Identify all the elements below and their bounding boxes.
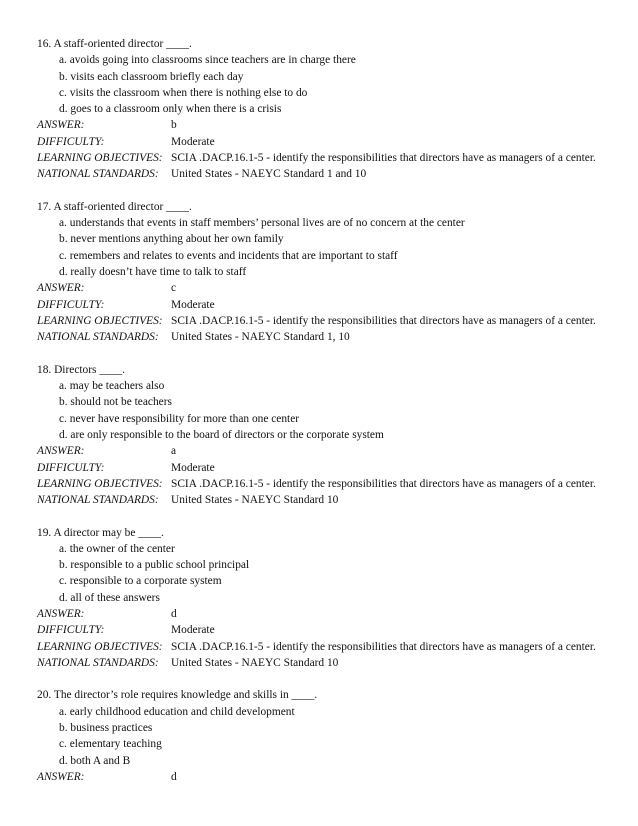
national-standards-label: NATIONAL STANDARDS: <box>37 331 159 344</box>
national-standards-row <box>37 655 617 671</box>
answer-row <box>37 117 617 133</box>
difficulty-row <box>37 622 617 638</box>
answer-row <box>37 606 617 622</box>
answer-option-b: b. visits each classroom briefly each day <box>59 70 244 83</box>
national-standards-row <box>37 492 617 508</box>
answer-value: d <box>171 770 177 783</box>
answer-option-c: c. remembers and relates to events and incidents that are important to staff <box>59 249 398 262</box>
national-standards-label: NATIONAL STANDARDS: <box>37 656 159 669</box>
question-17 <box>37 199 617 346</box>
answer-option-a: a. early childhood education and child development <box>59 705 295 718</box>
answer-label: ANSWER: <box>37 770 85 783</box>
answer-option-b: b. should not be teachers <box>59 396 172 409</box>
answer-option-b: b. business practices <box>59 722 153 735</box>
question-stem: 17. A staff-oriented director ____. <box>37 200 192 213</box>
question-20 <box>37 687 617 785</box>
difficulty-value: Moderate <box>171 298 215 311</box>
learning-objectives-value: SCIA .DACP.16.1-5 - identify the responsibilities that directors have as managers of a center. <box>171 152 596 165</box>
national-standards-value: United States - NAEYC Standard 10 <box>171 656 339 669</box>
difficulty-value: Moderate <box>171 624 215 637</box>
difficulty-value: Moderate <box>171 461 215 474</box>
national-standards-row <box>37 329 617 345</box>
learning-objectives-label: LEARNING OBJECTIVES: <box>37 152 163 165</box>
answer-row <box>37 443 617 459</box>
answer-option-d: d. goes to a classroom only when there is a crisis <box>59 103 282 116</box>
answer-option-a: a. avoids going into classrooms since teachers are in charge there <box>59 54 356 67</box>
answer-option-b: b. never mentions anything about her own family <box>59 233 284 246</box>
question-18 <box>37 362 617 509</box>
answer-value: b <box>171 119 177 132</box>
answer-option-d: d. both A and B <box>59 754 131 767</box>
learning-objectives-row <box>37 639 617 655</box>
difficulty-row <box>37 134 617 150</box>
national-standards-value: United States - NAEYC Standard 1, 10 <box>171 331 350 344</box>
difficulty-label: DIFFICULTY: <box>37 624 105 637</box>
difficulty-label: DIFFICULTY: <box>37 298 105 311</box>
learning-objectives-label: LEARNING OBJECTIVES: <box>37 314 163 327</box>
difficulty-label: DIFFICULTY: <box>37 135 105 148</box>
answer-row <box>37 769 617 785</box>
answer-option-c: c. responsible to a corporate system <box>59 575 222 588</box>
answer-label: ANSWER: <box>37 119 85 132</box>
answer-option-d: d. all of these answers <box>59 591 160 604</box>
question-stem: 18. Directors ____. <box>37 363 125 376</box>
learning-objectives-row <box>37 476 617 492</box>
answer-value: c <box>171 282 177 295</box>
answer-option-d: d. really doesn’t have time to talk to staff <box>59 266 247 279</box>
learning-objectives-label: LEARNING OBJECTIVES: <box>37 477 163 490</box>
answer-option-c: c. never have responsibility for more than one center <box>59 412 300 425</box>
national-standards-row <box>37 166 617 182</box>
question-16 <box>37 36 617 183</box>
national-standards-value: United States - NAEYC Standard 10 <box>171 494 339 507</box>
answer-option-d: d. are only responsible to the board of directors or the corporate system <box>59 428 384 441</box>
answer-value: d <box>171 608 177 621</box>
learning-objectives-value: SCIA .DACP.16.1-5 - identify the responsibilities that directors have as managers of a center. <box>171 640 596 653</box>
difficulty-label: DIFFICULTY: <box>37 461 105 474</box>
question-stem: 19. A director may be ____. <box>37 526 164 539</box>
national-standards-label: NATIONAL STANDARDS: <box>37 168 159 181</box>
learning-objectives-label: LEARNING OBJECTIVES: <box>37 640 163 653</box>
answer-option-c: c. visits the classroom when there is nothing else to do <box>59 86 308 99</box>
learning-objectives-row <box>37 313 617 329</box>
answer-label: ANSWER: <box>37 282 85 295</box>
question-document <box>37 36 617 785</box>
difficulty-row <box>37 297 617 313</box>
learning-objectives-value: SCIA .DACP.16.1-5 - identify the responsibilities that directors have as managers of a center. <box>171 314 596 327</box>
difficulty-value: Moderate <box>171 135 215 148</box>
learning-objectives-value: SCIA .DACP.16.1-5 - identify the responsibilities that directors have as managers of a center. <box>171 477 596 490</box>
answer-label: ANSWER: <box>37 445 85 458</box>
learning-objectives-row <box>37 150 617 166</box>
answer-option-a: a. the owner of the center <box>59 542 175 555</box>
question-19 <box>37 525 617 672</box>
difficulty-row <box>37 460 617 476</box>
question-stem: 20. The director’s role requires knowledge and skills in ____. <box>37 689 318 702</box>
answer-row <box>37 280 617 296</box>
answer-label: ANSWER: <box>37 608 85 621</box>
national-standards-value: United States - NAEYC Standard 1 and 10 <box>171 168 367 181</box>
answer-value: a <box>171 445 177 458</box>
national-standards-label: NATIONAL STANDARDS: <box>37 494 159 507</box>
question-stem: 16. A staff-oriented director ____. <box>37 38 192 50</box>
answer-option-a: a. understands that events in staff members’ personal lives are of no concern at the center <box>59 217 465 230</box>
answer-option-c: c. elementary teaching <box>59 738 162 751</box>
answer-option-a: a. may be teachers also <box>59 380 165 393</box>
answer-option-b: b. responsible to a public school principal <box>59 559 250 572</box>
